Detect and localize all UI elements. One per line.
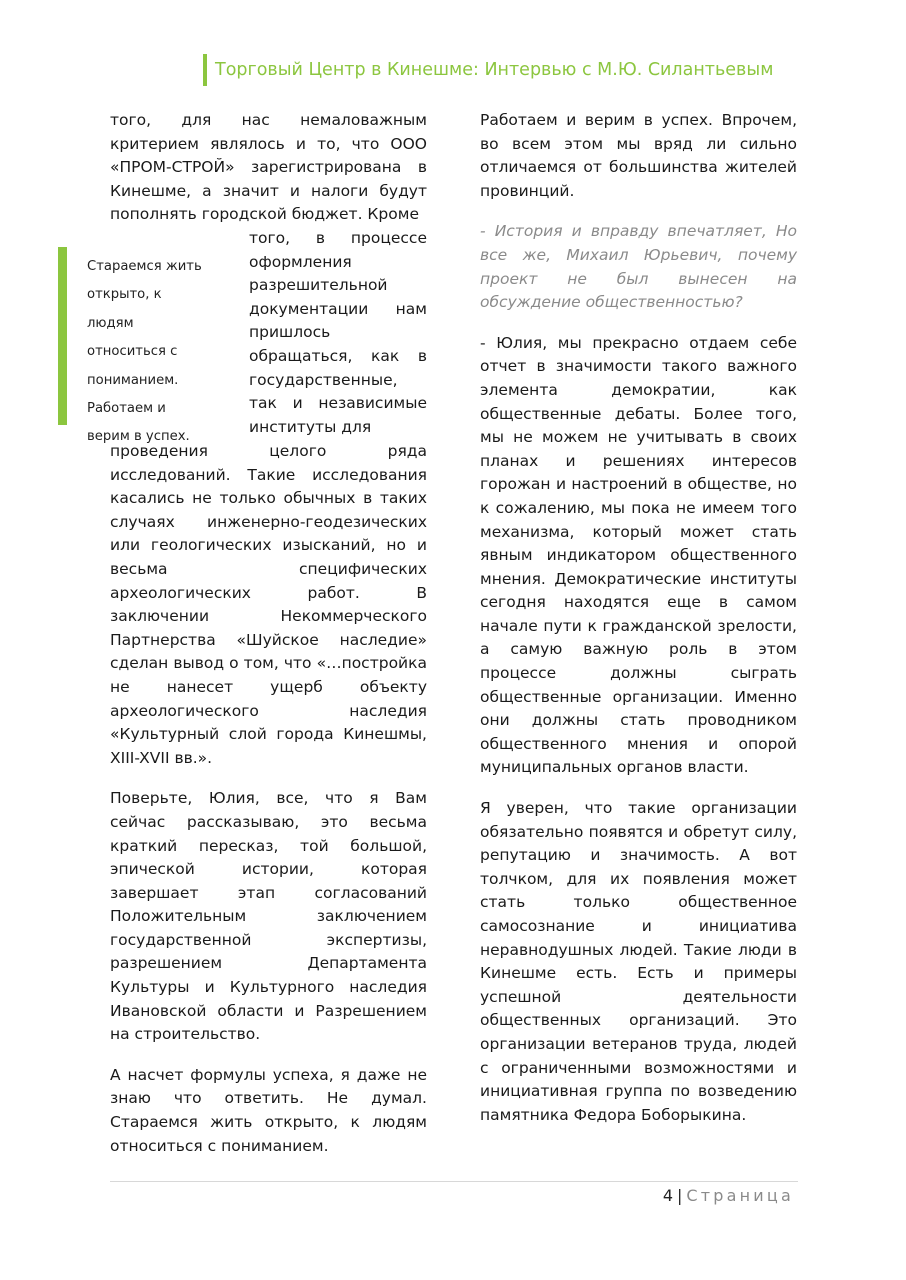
page-footer: [663, 1185, 794, 1207]
interview-question: - История и вправду впечатляет, Но все же, Михаил Юрьевич, почему проект не был вынесен на обсуждение общественностью?: [480, 222, 797, 312]
left-column-top: [110, 109, 427, 244]
left-paragraph-1-end: проведения целого ряда исследований. Такие исследования касались не только обычных в таких случаях инженерно-геодезических или геологических изысканий, но и весьма специфических археологических работ. В заключении Некоммерческого Партнерства «Шуйское наследие» сделан вывод о том, что «…постройка не нанесет ущерб объекту археологического наследия «Культурный слой города Кинешмы, XIII-XVII вв.».: [110, 442, 427, 767]
left-column-bottom: [110, 440, 427, 1175]
left-paragraph-1-wrapped: того, в процессе оформления разрешительной документации нам пришлось обращаться, как в государственные, так и независимые институты для: [249, 229, 427, 436]
page-number: 4: [662, 1186, 673, 1205]
footer-separator: |: [677, 1186, 683, 1205]
right-paragraph-3: Я уверен, что такие организации обязательно появятся и обретут силу, репутацию и значимость. А вот толчком, для их появления может стать только общественное самосознание и инициатива неравнодушных людей. Такие люди в Кинешме есть. Есть и примеры успешной деятельности общественных организаций. Это организации ветеранов труда, людей с ограниченными возможностями и инициативная группа по возведению памятника Федора Боборыкина.: [480, 799, 797, 1124]
right-paragraph-2: - Юлия, мы прекрасно отдаем себе отчет в значимости такого важного элемента демократии, как общественные дебаты. Более того, мы не можем не учитывать в своих планах и решениях интересов горожан и настроений в обществе, но к сожалению, мы пока не имеем того механизма, который может стать явным индикатором общественного мнения. Демократические институты сегодня находятся еще в самом начале пути к гражданской зрелости, а самую важную роль в этом процессе должны сыграть общественные организации. Именно они должны стать проводником общественного мнения и опорой муниципальных органов власти.: [480, 333, 797, 777]
right-column: [480, 109, 797, 1144]
pull-quote: [58, 247, 208, 445]
left-paragraph-3: А насчет формулы успеха, я даже не знаю что ответить. Не думал. Стараемся жить открыто, к людям относиться с пониманием.: [110, 1065, 427, 1155]
pull-quote-text: Стараемся жить открыто, к людям относиться с пониманием. Работаем и верим в успех.: [87, 259, 202, 445]
header-title: Торговый Центр в Кинешме: Интервью с М.Ю. Силантьевым: [215, 60, 774, 80]
page-label: Страница: [686, 1186, 794, 1205]
left-paragraph-1-start: того, для нас немаловажным критерием являлось и то, что ООО «ПРОМ-СТРОЙ» зарегистрирована в Кинешме, а значит и налоги будут пополнять городской бюджет. Кроме: [110, 111, 427, 224]
page-header: [203, 54, 773, 86]
footer-divider: [110, 1181, 798, 1182]
right-paragraph-1: Работаем и верим в успех. Впрочем, во всем этом мы вряд ли сильно отличаемся от большинства жителей провинций.: [480, 111, 797, 200]
left-column-wrapped: [249, 227, 427, 456]
left-paragraph-2: Поверьте, Юлия, все, что я Вам сейчас рассказываю, это весьма краткий пересказ, той большой, эпической истории, которая завершает этап согласований Положительным заключением государственной экспертизы, разрешением Департамента Культуры и Культурного наследия Ивановской области и Разрешением на строительство.: [110, 789, 427, 1044]
